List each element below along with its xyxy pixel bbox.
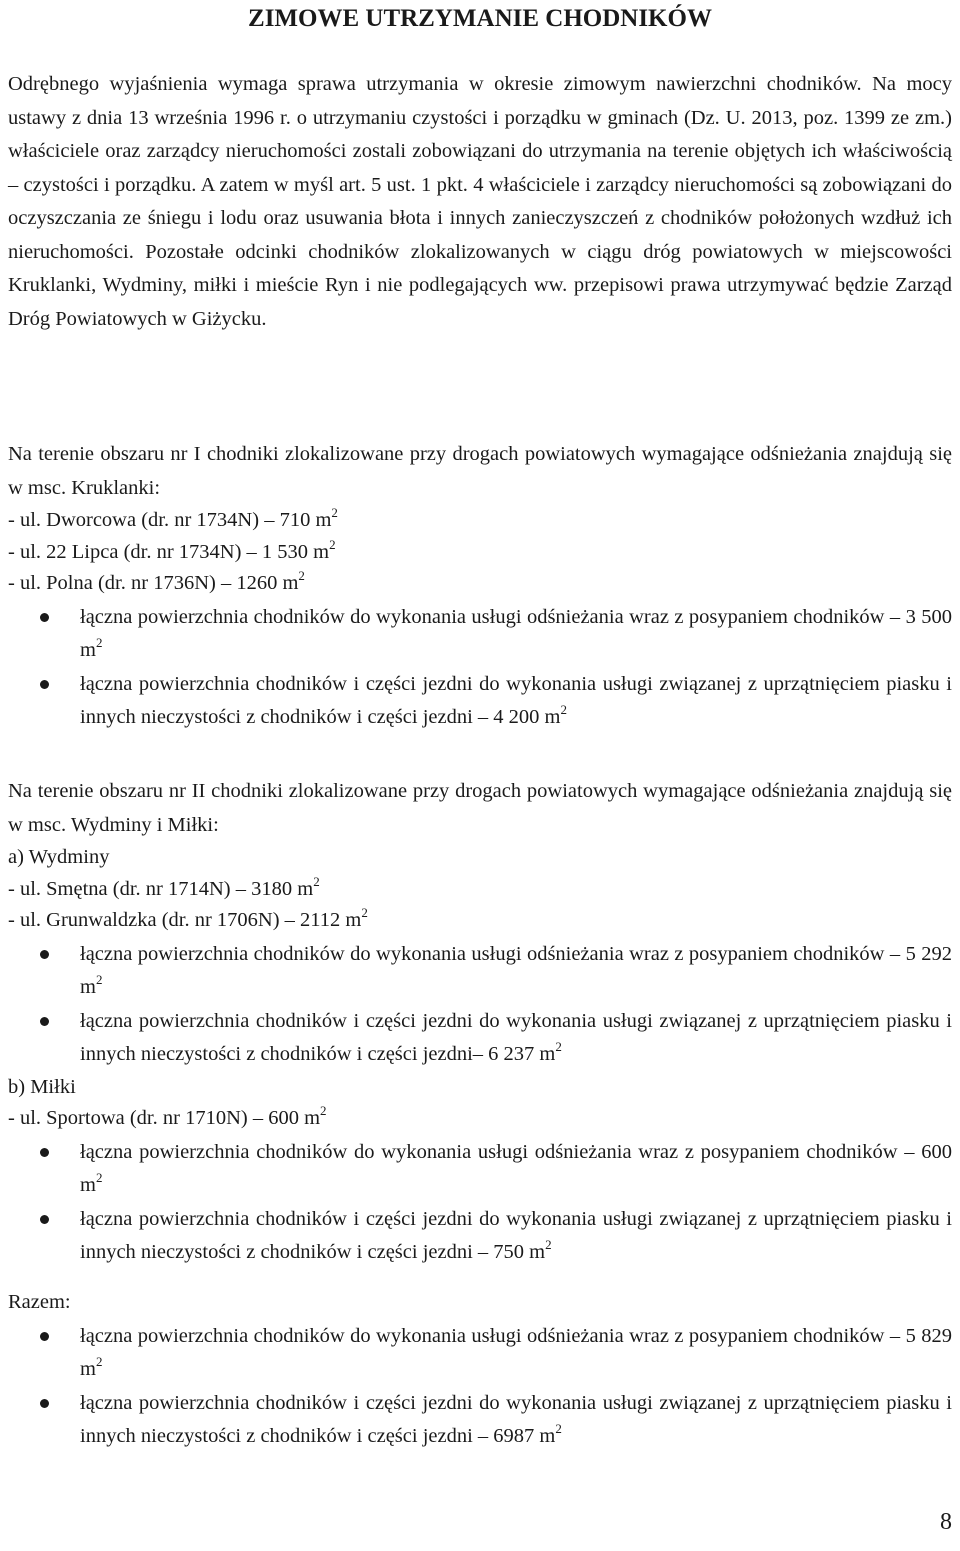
bullet-icon [40,1399,49,1408]
bullet-icon [40,1215,49,1224]
bullet-item: łączna powierzchnia chodników do wykonania usługi odśnieżania wraz z posypaniem chodników – 5 829 $m^2$ [8,1320,952,1386]
document-title: ZIMOWE UTRZYMANIE CHODNIKÓW [248,5,712,32]
area-2-section [8,774,952,1270]
bullet-item: łączna powierzchnia chodników i części jezdni do wykonania usługi związanej z uprzątnięciem piasku i innych nieczystości z chodników i części jezdni– 6 237 $m^2$ [8,1005,952,1071]
bullet-icon [40,613,49,622]
intro-paragraph: Odrębnego wyjaśnienia wymaga sprawa utrzymania w okresie zimowym nawierzchni chodników. Na mocy ustawy z dnia 13 września 1996 r. o utrzymaniu czystości i porządku w gminach (Dz. U. 2013, poz. 1399 ze zm.) właściciele oraz zarządcy nieruchomości zostali zobowiązani do utrzymania na terenie objętych ich właściwością – czystości i porządku. A zatem w myśl art. 5 ust. 1 pkt. 4 właściciele i zarządcy nieruchomości są zobowiązani do oczyszczania ze śniegu i lodu oraz usuwania błota i innych zanieczyszczeń z chodników położonych wzdłuż ich nieruchomości. Pozostałe odcinki chodników zlokalizowanych w ciągu dróg powiatowych w miejscowości Kruklanki, Wydminy, miłki i mieście Ryn i nie podlegających ww. przepisowi prawa utrzymywać będzie Zarząd Dróg Powiatowych w Giżycku. [8,73,952,330]
bullet-icon [40,950,49,959]
subsection-label: a) Wydminy [8,846,110,868]
bullet-item: łączna powierzchnia chodników do wykonania usługi odśnieżania wraz z posypaniem chodników – 600 $m^2$ [8,1136,952,1202]
bullet-icon [40,1017,49,1026]
bullet-icon [40,1332,49,1341]
total-label: Razem: [8,1291,71,1313]
bullet-icon [40,680,49,689]
street-line: - ul. Dworcowa (dr. nr 1734N) – 710 $m^2$ [8,505,338,531]
street-line: - ul. Polna (dr. nr 1736N) – 1260 $m^2$ [8,568,305,594]
bullet-item: łączna powierzchnia chodników i części jezdni do wykonania usługi związanej z uprzątnięciem piasku i innych nieczystości z chodników i części jezdni – 4 200 $m^2$ [8,668,952,734]
area-1-heading: Na terenie obszaru nr I chodniki zlokalizowane przy drogach powiatowych wymagające odśnieżania znajdują się w msc. Kruklanki: [8,443,952,499]
subsection-label: b) Miłki [8,1075,76,1098]
bullet-icon [40,1148,49,1157]
area-2-heading: Na terenie obszaru nr II chodniki zlokalizowane przy drogach powiatowych wymagające odśnieżania znajdują się w msc. Wydminy i Miłki: [8,780,952,836]
bullet-item: łączna powierzchnia chodników i części jezdni do wykonania usługi związanej z uprzątnięciem piasku i innych nieczystości z chodników i części jezdni – 750 $m^2$ [8,1203,952,1269]
bullet-item: łączna powierzchnia chodników i części jezdni do wykonania usługi związanej z uprzątnięciem piasku i innych nieczystości z chodników i części jezdni – 6987 $m^2$ [8,1387,952,1453]
bullet-item: łączna powierzchnia chodników do wykonania usługi odśnieżania wraz z posypaniem chodników – 5 292 $m^2$ [8,938,952,1004]
page-number: 8 [940,1509,952,1535]
area-1-section [8,437,952,735]
street-line: - ul. Grunwaldzka (dr. nr 1706N) – 2112 $m^2$ [8,905,368,931]
bullet-item: łączna powierzchnia chodników do wykonania usługi odśnieżania wraz z posypaniem chodników – 3 500 $m^2$ [8,601,952,667]
street-line: - ul. 22 Lipca (dr. nr 1734N) – 1 530 $m^2$ [8,536,336,563]
street-line: - ul. Smętna (dr. nr 1714N) – 3180 $m^2$ [8,873,320,900]
street-line: - ul. Sportowa (dr. nr 1710N) – 600 $m^2$ [8,1103,327,1129]
total-section [8,1287,952,1454]
